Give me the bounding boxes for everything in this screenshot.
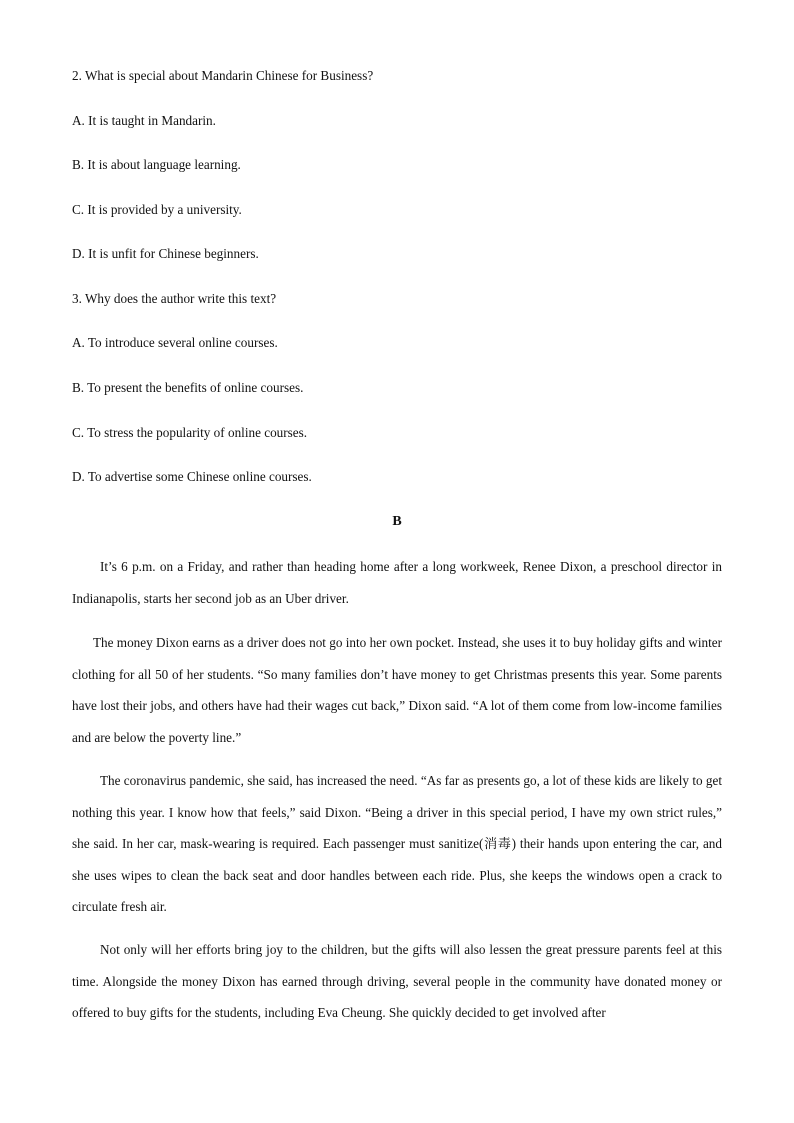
question-2-stem: 2. What is special about Mandarin Chinese for Business? [72, 68, 374, 83]
section-heading: B [392, 514, 402, 529]
paragraph-3: The coronavirus pandemic, she said, has increased the need. “As far as presents go, a lot of these kids are likely to get nothing this year. I know how that feels,” said Dixon. “Being a driver in this special period, I have my own strict rules,” she said. In her car, mask-wearing is required. Each passenger must sanitize(消毒) their hands upon entering the car, and she uses wipes to clean the back seat and door handles between each ride. Plus, she keeps the windows open a crack to circulate fresh air. [72, 773, 722, 914]
paragraph-1: It’s 6 p.m. on a Friday, and rather than heading home after a long workweek, Renee Dixon, a preschool director in Indianapolis, starts her second job as an Uber driver. [72, 559, 722, 606]
paragraph-2: The money Dixon earns as a driver does not go into her own pocket. Instead, she uses it to buy holiday gifts and winter clothing for all 50 of her students. “So many families don’t have money to get Christmas presents this year. Some parents have lost their jobs, and others have had their wages cut back,” Dixon said. “A lot of them come from low-income families and are below the poverty line.” [72, 635, 722, 745]
question-2-option-d: D. It is unfit for Chinese beginners. [72, 246, 259, 261]
question-3-option-b: B. To present the benefits of online courses. [72, 380, 304, 395]
question-2-option-c: C. It is provided by a university. [72, 202, 242, 217]
question-3-option-a: A. To introduce several online courses. [72, 335, 278, 350]
question-2-option-a: A. It is taught in Mandarin. [72, 113, 216, 128]
question-3-stem: 3. Why does the author write this text? [72, 291, 277, 306]
question-3-option-c: C. To stress the popularity of online courses. [72, 425, 308, 440]
question-2-option-b: B. It is about language learning. [72, 157, 241, 172]
question-3-option-d: D. To advertise some Chinese online courses. [72, 469, 312, 484]
paragraph-4: Not only will her efforts bring joy to the children, but the gifts will also lessen the great pressure parents feel at this time. Alongside the money Dixon has earned through driving, several people in the community have donated money or offered to buy gifts for the students, including Eva Cheung. She quickly decided to get involved after [72, 942, 722, 1020]
